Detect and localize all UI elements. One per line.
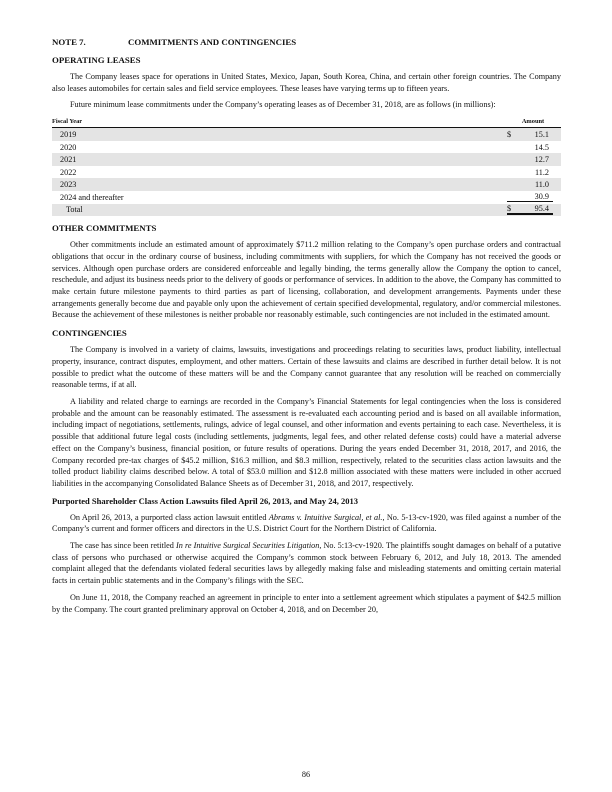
lease-commitments-table: [52, 117, 561, 216]
page-content: [52, 37, 561, 615]
contingencies-paragraph-2: A liability and related charge to earnings are recorded in the Company’s Financial Statements for legal contingencies when the loss is considered probable and the amount can be reasonably estimated. The assessment is re-evaluated each accounting period and is based on all available information, including impact of negotiations, settlements, rulings, advice of legal counsel, and other information and events pertaining to each case. Nevertheless, it is possible that additional future legal costs (including settlements, judgments, legal fees, and other related defense costs) could have a material adverse effect on the Company’s business, financial position, or future results of operations. During the years ended December 31, 2018, 2017, and 2016, the Company recorded pre-tax charges of $45.2 million, $16.3 million, and $8.3 million, respectively, related to the securities class action lawsuits and the tolled product liability claims described below. A total of $53.0 million and $12.8 million associated with these matters were included in other accrued liabilities in the accompanying Consolidated Balance Sheets as of December 31, 2018, and 2017, respectively.: [52, 397, 561, 488]
case-title: In re Intuitive Surgical Securities Litigation: [176, 541, 320, 551]
row-amount: 15.1: [534, 129, 549, 139]
table-row: [52, 178, 561, 191]
row-year: 2020: [60, 142, 77, 152]
note-title: COMMITMENTS AND CONTINGENCIES: [128, 37, 297, 47]
class-action-paragraph-2: The case has since been retitled In re Intuitive Surgical Securities Litigation, No. 5:13-cv-1920. The plaintiffs sought damages on behalf of a putative class of persons who purchased or otherwise acquired the Company’s common stock between February 6, 2012, and July 18, 2013. The amended complaint alleged that the defendants violated federal securities laws by allegedly making false and misleading statements and omitting certain material facts in certain public statements and in the Company’s filings with the SEC.: [52, 541, 561, 586]
table-total-row: [52, 204, 561, 217]
note-number: NOTE 7.: [52, 37, 86, 47]
table-header: [52, 117, 561, 128]
operating-leases-paragraph-1: The Company leases space for operations in United States, Mexico, Japan, South Korea, China, and certain other foreign countries. The Company also leases automobiles for certain sales and field service employees. These leases have varying terms up to fifteen years.: [52, 72, 561, 93]
currency-symbol: $: [507, 129, 512, 139]
row-year: 2024 and thereafter: [60, 192, 124, 202]
contingencies-heading: CONTINGENCIES: [52, 328, 127, 339]
case-name: Abrams v. Intuitive Surgical, et al.: [268, 512, 383, 522]
currency-symbol: $: [507, 204, 512, 214]
table-row: [52, 191, 561, 204]
other-commitments-heading: OTHER COMMITMENTS: [52, 223, 157, 234]
row-year: 2021: [60, 155, 77, 165]
page-number: 86: [301, 770, 311, 779]
contingencies-paragraph-1: The Company is involved in a variety of claims, lawsuits, investigations and proceedings relating to securities laws, product liability, intellectual property, insurance, contract disputes, employment, and other matters. Certain of these lawsuits and claims are described in further detail below. It is not possible to predict what the outcome of these matters will be and the Company cannot guarantee that any resolution will be reached on commercially reasonable terms, if at all.: [52, 345, 561, 390]
class-action-paragraph-3: On June 11, 2018, the Company reached an agreement in principle to enter into a settlement agreement which stipulates a payment of $42.5 million by the Company. The court granted preliminary approval on October 4, 2018, and on December 20,: [52, 592, 561, 614]
fiscal-year-header: Fiscal Year: [52, 118, 83, 126]
row-amount: 12.7: [534, 155, 549, 165]
note-heading: [52, 37, 561, 48]
table-row: [52, 128, 561, 141]
row-amount: 11.0: [534, 180, 549, 190]
row-year: 2022: [60, 167, 77, 177]
amount-header: Amount: [521, 118, 545, 126]
row-amount: 11.2: [534, 167, 549, 177]
table-row: [52, 166, 561, 179]
total-amount: 95.4: [534, 204, 549, 214]
row-amount: 30.9: [534, 192, 549, 202]
operating-leases-heading: OPERATING LEASES: [52, 55, 141, 65]
other-commitments-paragraph: Other commitments include an estimated amount of approximately $711.2 million relating to the Company’s open purchase orders and contractual obligations that occur in the ordinary course of business, including commitments with suppliers, for which the Company has not received the goods or services. Although open purchase orders are considered enforceable and legally binding, the terms generally allow the Company the option to cancel, reschedule, and adjust its business needs prior to the delivery of goods or performance of services. In addition to the above, the Company has committed to make certain future milestone payments to third parties as part of licensing, collaboration, and development arrangements. Payments under these arrangements generally become due and payable only upon the achievement of certain specified developmental, regulatory, and/or commercial milestones. Because the achievement of these milestones is neither probable nor reasonably estimable, such contingencies are not included in the estimated amount.: [52, 240, 561, 320]
class-action-heading: Purported Shareholder Class Action Lawsuits filed April 26, 2013, and May 24, 2013: [52, 495, 358, 506]
row-year: 2023: [60, 180, 77, 190]
row-amount: 14.5: [534, 142, 549, 152]
total-label: Total: [66, 205, 83, 215]
operating-leases-paragraph-2: Future minimum lease commitments under the Company’s operating leases as of December 31, 2018, are as follows (in millions):: [70, 100, 496, 110]
table-row: [52, 153, 561, 166]
class-action-paragraph-1: On April 26, 2013, a purported class action lawsuit entitled Abrams v. Intuitive Surgical, et al., No. 5-13-cv-1920, was filed against a number of the Company’s current and former officers and directors in the U.S. District Court for the Northern District of California.: [52, 512, 561, 534]
row-year: 2019: [60, 129, 77, 139]
table-row: [52, 141, 561, 154]
